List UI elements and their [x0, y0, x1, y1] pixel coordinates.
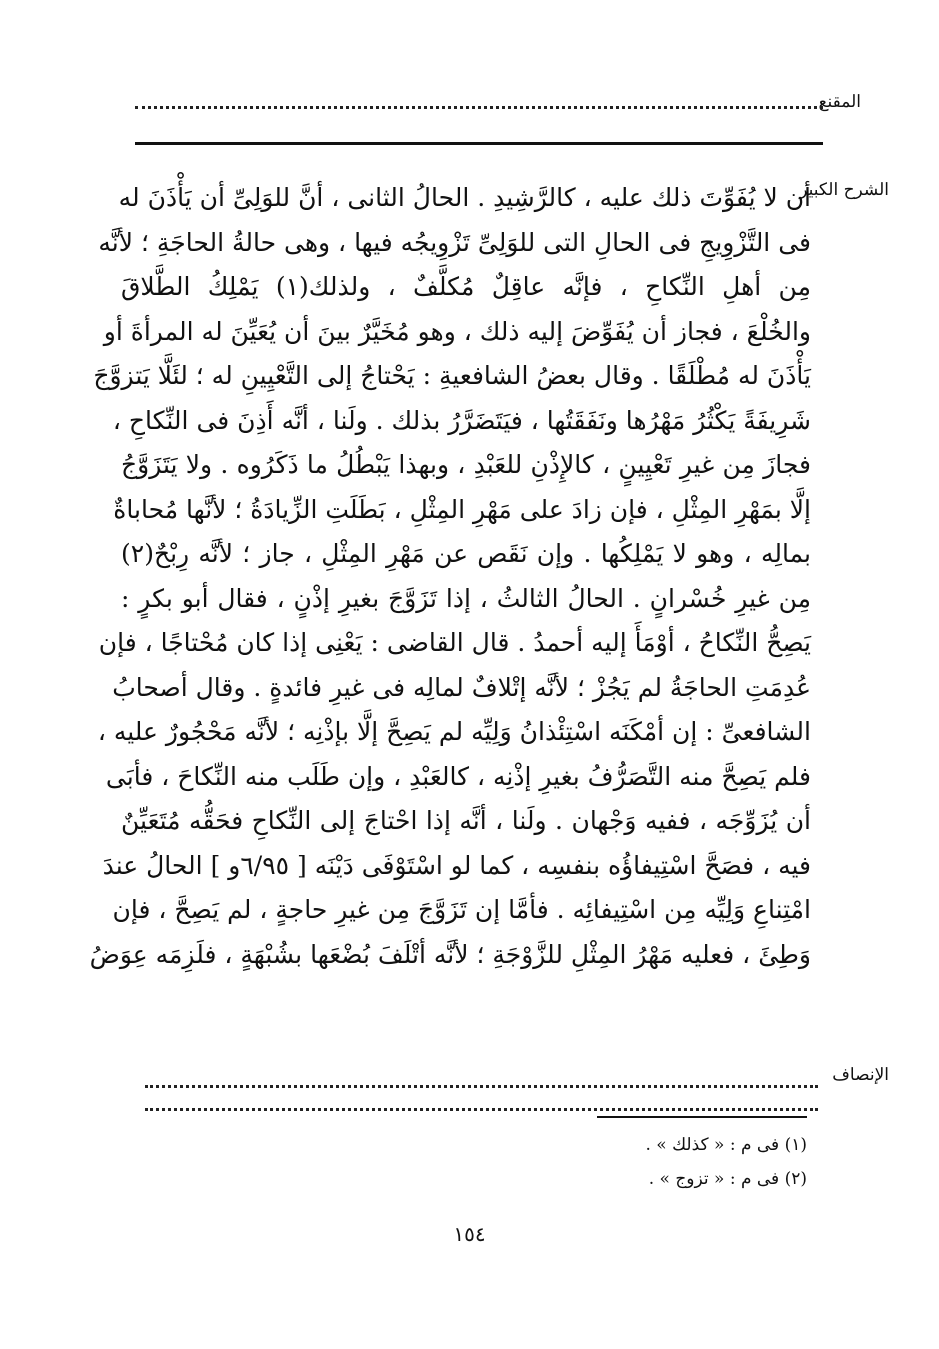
- header-label: المقنع: [818, 92, 861, 112]
- text-line: والخُلْعَ ، فجاز أن يُفَوِّضَ إليه ذلك ، وهو مُخَيَّرٌ بينَ أن يُعَيِّنَ له المرأةَ أو: [103, 316, 811, 346]
- text-line: إلَّا بمَهْرِ المِثْلِ ، فإن زادَ على مَهْرِ المِثْلِ ، بَطَلَتِ الزِّيادَةُ ؛ لأنَّها مُحاباةٌ: [113, 494, 811, 524]
- text-line: وَطِئَ ، فعليه مَهْرُ المِثْلِ للزَّوْجَةِ ؛ لأنَّه أتْلَفَ بُضْعَها بشُبْهَةٍ ، فلَزِمَه عِوَضُ: [89, 939, 811, 969]
- text-line: عُدِمَتِ الحاجَةُ لم يَجُزْ ؛ لأنَّه إتْلافٌ لمالِه فى غيرِ فائدةٍ . وقال أصحابُ: [112, 672, 811, 702]
- main-text: [89, 176, 811, 977]
- text-line: يَأْذَنَ له مُطْلَقًا . وقال بعضُ الشافعيةِ : يَحْتاجُ إلى التَّعْيِينِ له ؛ لئَلَّا يَتزوَّجَ: [93, 361, 811, 390]
- text-line: مِن أهلِ النِّكاحِ ، فإنَّه عاقِلٌ مُكلَّفٌ ، ولذلك(١) يَمْلِكُ الطَّلاقَ: [121, 272, 811, 301]
- page-number: ١٥٤: [453, 1222, 486, 1246]
- header-rule: [135, 142, 823, 145]
- footnote: (٢) فى م : « تزوج » .: [648, 1169, 807, 1189]
- text-line: فيه ، فصَحَّ اسْتِيفاؤُه بنفسِه ، كما لو اسْتَوْفَى دَيْنَه [ ٦/٩٥و ] الحالُ عندَ: [102, 850, 811, 880]
- text-line: أن لا يُفَوِّتَ ذلك عليه ، كالرَّشِيدِ . الحالُ الثانى ، أنَّ للوَلِىِّ أن يَأْذَنَ له: [118, 183, 811, 212]
- footnote: (١) فى م : « كذلك » .: [645, 1135, 807, 1155]
- header-dotted-line: [135, 106, 823, 109]
- footnotes: [147, 1128, 807, 1196]
- insaf-dotted-line: [145, 1085, 818, 1088]
- margin-label-insaf: الإنصاف: [832, 1065, 889, 1085]
- text-line: يَصِحُّ النِّكاحُ ، أوْمَأَ إليه أحمدُ . قال القاضى : يَعْنِى إذا كان مُحْتاجًا ، فإن: [98, 628, 811, 657]
- insaf-dotted-line: [145, 1108, 818, 1111]
- text-line: فى التَّزْوِيجِ فى الحالِ التى للوَلِىِّ تَزْوِيجُه فيها ، وهى حالةُ الحاجَةِ ؛ لأنَّه: [98, 227, 811, 257]
- text-line: الشافعىِّ : إن أمْكَنَه اسْتِئْذانُ وَلِيِّه لم يَصِحَّ إلَّا بإذْنِه ؛ لأنَّه مَحْجُورٌ عليه ،: [97, 717, 811, 746]
- footnote-rule: [597, 1116, 807, 1118]
- text-line: بمالِه ، وهو لا يَمْلِكُها . وإن نَقَص عن مَهْرِ المِثْلِ ، جاز ؛ لأنَّه رِبْحٌ(٢): [121, 539, 811, 568]
- text-line: مِن غيرِ خُسْرانٍ . الحالُ الثالثُ ، إذا تَزَوَّجَ بغيرِ إذْنٍ ، فقال أبو بكرٍ :: [121, 583, 811, 613]
- text-line: امْتِناعِ وَلِيِّه مِن اسْتِيفائِه . فأمَّا إن تَزَوَّجَ مِن غيرِ حاجةٍ ، لم يَصِحَّ ، فإن: [112, 895, 811, 924]
- text-line: فجازَ مِن غيرِ تَعْيِينٍ ، كالإِذْنِ للعَبْدِ ، وبهذا يَبْطُلُ ما ذَكَرُوه . ولا يَتَزَوَّجُ: [121, 450, 811, 479]
- margin-label-sharh: الشرح الكبير: [799, 180, 889, 200]
- text-line: شَرِيفَةً يَكْثُرُ مَهْرُها ونَفَقَتُها ، فيَتَضَرَّرُ بذلك . ولَنا ، أنَّه أَذِنَ فى النِّكاحِ ،: [112, 405, 811, 435]
- text-line: أن يُزَوِّجَه ، ففيه وَجْهان . ولَنا ، أنَّه إذا احْتاجَ إلى النِّكاحِ فحَقُّه مُتَعَيِّنٌ: [121, 806, 811, 835]
- text-line: فلم يَصِحَّ منه التَّصَرُّفُ بغيرِ إذْنِه ، كالعَبْدِ ، وإن طَلَب منه النِّكاحَ ، فأبَى: [105, 761, 811, 791]
